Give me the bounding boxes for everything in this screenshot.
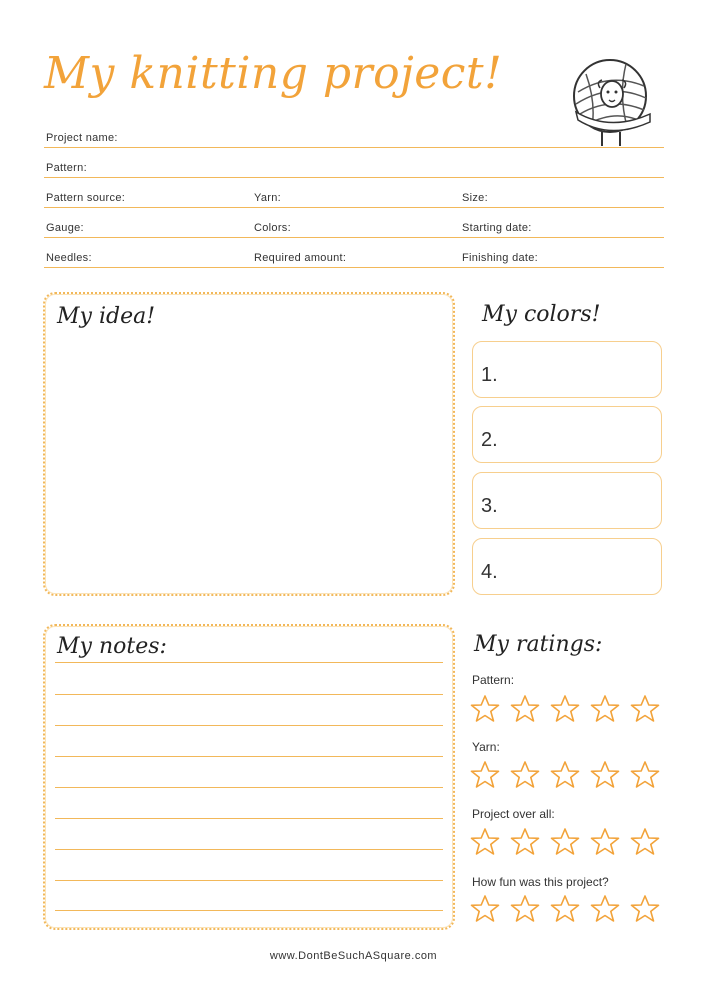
star-icon[interactable] xyxy=(510,827,540,857)
form-row-pattern[interactable] xyxy=(44,148,664,178)
page-title: My knitting project! xyxy=(44,48,503,99)
form-row-5[interactable] xyxy=(44,238,664,268)
rating-label-yarn: Yarn: xyxy=(472,740,500,754)
required-amount-label: Required amount: xyxy=(254,252,347,264)
rating-stars-overall[interactable] xyxy=(468,827,668,861)
star-icon[interactable] xyxy=(630,827,660,857)
star-icon[interactable] xyxy=(590,694,620,724)
color-slot-number: 4. xyxy=(481,561,498,583)
form-row-3[interactable] xyxy=(44,178,664,208)
pattern-source-label: Pattern source: xyxy=(46,192,126,204)
rating-stars-yarn[interactable] xyxy=(468,760,668,794)
star-icon[interactable] xyxy=(470,894,500,924)
gauge-label: Gauge: xyxy=(46,222,84,234)
pattern-label: Pattern: xyxy=(46,162,87,174)
star-icon[interactable] xyxy=(550,827,580,857)
project-details-form xyxy=(44,118,664,268)
notes-line xyxy=(55,818,443,819)
notes-line xyxy=(55,725,443,726)
star-icon[interactable] xyxy=(590,827,620,857)
colors-label: Colors: xyxy=(254,222,291,234)
star-icon[interactable] xyxy=(590,760,620,790)
rating-label-fun: How fun was this project? xyxy=(472,875,609,889)
star-icon[interactable] xyxy=(510,694,540,724)
rating-label-pattern: Pattern: xyxy=(472,673,515,687)
size-label: Size: xyxy=(462,192,488,204)
star-icon[interactable] xyxy=(510,894,540,924)
color-slot-number: 1. xyxy=(481,364,498,386)
yarn-label: Yarn: xyxy=(254,192,281,204)
notes-line xyxy=(55,910,443,911)
color-slot-4[interactable] xyxy=(472,538,662,595)
footer-url: www.DontBeSuchASquare.com xyxy=(269,950,438,962)
star-icon[interactable] xyxy=(550,894,580,924)
form-row-project-name[interactable] xyxy=(44,118,664,148)
notes-line xyxy=(55,662,443,663)
star-icon[interactable] xyxy=(550,694,580,724)
star-icon[interactable] xyxy=(630,760,660,790)
notes-line xyxy=(55,787,443,788)
color-slot-2[interactable] xyxy=(472,406,662,463)
star-icon[interactable] xyxy=(630,894,660,924)
star-icon[interactable] xyxy=(630,694,660,724)
notes-box[interactable] xyxy=(43,624,455,930)
rating-stars-fun[interactable] xyxy=(468,894,668,928)
star-icon[interactable] xyxy=(590,894,620,924)
star-icon[interactable] xyxy=(470,760,500,790)
idea-title: My idea! xyxy=(57,304,156,329)
notes-line xyxy=(55,849,443,850)
star-icon[interactable] xyxy=(550,760,580,790)
color-slot-1[interactable] xyxy=(472,341,662,398)
star-icon[interactable] xyxy=(470,694,500,724)
idea-box[interactable] xyxy=(43,292,455,596)
project-name-label: Project name: xyxy=(46,132,118,144)
form-row-4[interactable] xyxy=(44,208,664,238)
notes-line xyxy=(55,880,443,881)
notes-line xyxy=(55,694,443,695)
needles-label: Needles: xyxy=(46,252,92,264)
color-slot-3[interactable] xyxy=(472,472,662,529)
rating-stars-pattern[interactable] xyxy=(468,694,668,728)
color-slot-number: 3. xyxy=(481,495,498,517)
rating-label-overall: Project over all: xyxy=(472,807,555,821)
ratings-title: My ratings: xyxy=(474,632,603,657)
color-slot-number: 2. xyxy=(481,429,498,451)
finishing-date-label: Finishing date: xyxy=(462,252,539,264)
star-icon[interactable] xyxy=(510,760,540,790)
colors-title: My colors! xyxy=(482,302,601,327)
notes-line xyxy=(55,756,443,757)
starting-date-label: Starting date: xyxy=(462,222,532,234)
star-icon[interactable] xyxy=(470,827,500,857)
notes-title: My notes: xyxy=(57,634,167,659)
